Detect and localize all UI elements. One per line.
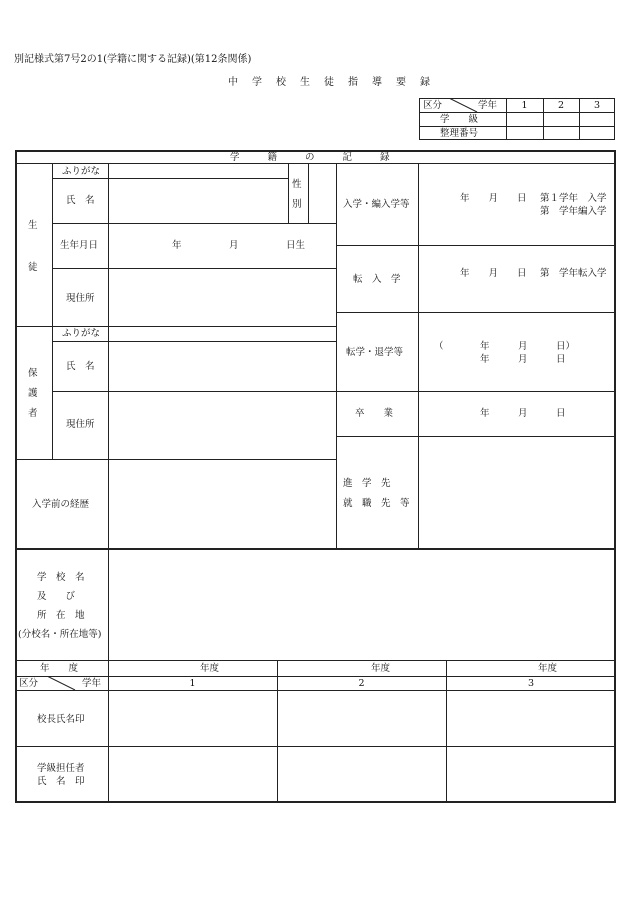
destination-label-1: 進 学 先	[343, 478, 391, 489]
student-address-label: 現住所	[66, 293, 95, 304]
bottom-year-1: 1	[189, 678, 196, 689]
page-title: 中 学 校 生 徒 指 導 要 録	[228, 77, 432, 88]
nendo-1: 年度	[200, 663, 220, 674]
bottom-gakunen: 学年	[82, 678, 102, 689]
transfer-out-paren: （	[434, 341, 444, 352]
school-label-3: 所 在 地	[37, 610, 85, 621]
nendo-label: 年 度	[40, 663, 79, 674]
transfer-in-value: 第 学年転入学	[540, 268, 607, 279]
admission-date: 年 月 日	[460, 193, 527, 204]
year-3: 3	[593, 100, 601, 111]
gakunen-label: 学年	[478, 100, 498, 111]
transfer-in-date: 年 月 日	[460, 268, 527, 279]
kubun-label: 区分	[423, 100, 443, 111]
registry-heading: 学 籍 の 記 録	[230, 152, 393, 163]
guardian-name-label: 氏 名	[66, 361, 95, 372]
graduation-value: 年 月 日	[480, 408, 566, 419]
school-label-4: (分校名・所在地等)	[18, 629, 102, 640]
prior-history-label: 入学前の経歴	[32, 499, 90, 510]
student-name-label: 氏 名	[66, 195, 95, 206]
year-1: 1	[521, 100, 528, 111]
guardian-label-3: 者	[28, 408, 38, 419]
sex-label-2: 別	[292, 199, 302, 210]
guardian-label-2: 護	[28, 388, 38, 399]
class-label: 学 級	[440, 114, 479, 125]
nendo-3: 年度	[538, 663, 558, 674]
bottom-kubun: 区分	[19, 678, 39, 689]
guardian-address-label: 現住所	[66, 419, 95, 430]
guardian-label-1: 保	[28, 368, 38, 379]
birth-value: 年 月 日生	[172, 240, 306, 251]
form-id: 別記様式第7号2の1(学籍に関する記録)(第12条関係)	[14, 54, 252, 65]
student-label-1: 生	[28, 220, 38, 231]
student-label-2: 徒	[28, 262, 38, 273]
birth-label: 生年月日	[60, 240, 99, 251]
sex-label-1: 性	[292, 179, 302, 190]
transfer-out-line-2: 年 月 日	[480, 354, 566, 365]
bottom-year-2: 2	[358, 678, 365, 689]
number-label: 整理番号	[440, 128, 479, 139]
destination-label-2: 就 職 先 等	[343, 498, 410, 509]
guardian-furigana-label: ふりがな	[62, 328, 101, 339]
transfer-out-line-1: 年 月 日）	[480, 341, 576, 352]
homeroom-label-2: 氏 名 印	[37, 776, 85, 787]
school-label-2: 及 び	[37, 591, 76, 602]
homeroom-label-1: 学級担任者	[37, 763, 85, 774]
admission-line-1: 第１学年 入学	[540, 193, 607, 204]
graduation-label: 卒 業	[355, 408, 394, 419]
nendo-2: 年度	[371, 663, 391, 674]
admission-line-2: 第 学年編入学	[540, 206, 607, 217]
school-label-1: 学 校 名	[37, 572, 85, 583]
principal-label: 校長氏名印	[37, 714, 85, 725]
admission-label: 入学・編入学等	[343, 199, 410, 210]
year-2: 2	[557, 100, 565, 111]
transfer-out-label: 転学・退学等	[346, 347, 404, 358]
student-furigana-label: ふりがな	[62, 166, 101, 177]
bottom-year-3: 3	[527, 678, 535, 689]
transfer-in-label: 転 入 学	[353, 274, 401, 285]
